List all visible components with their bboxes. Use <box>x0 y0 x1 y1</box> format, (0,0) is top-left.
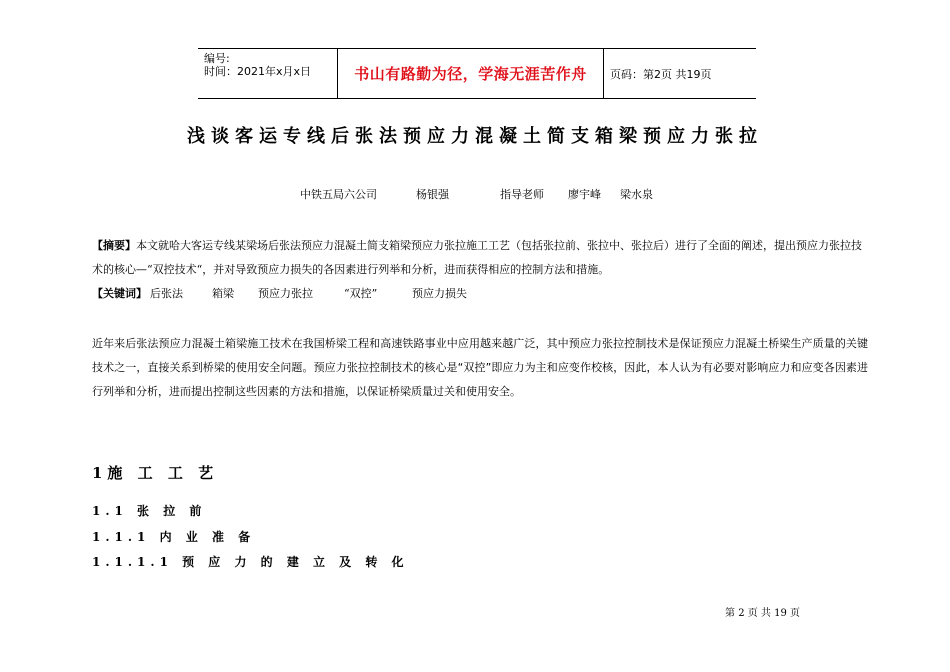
section-heading-1-1-1: 1.1.1 内 业 准 备 <box>92 530 256 544</box>
header-left-cell <box>198 49 338 98</box>
section-heading-1-1: 1.1 张 拉 前 <box>92 504 207 518</box>
section-heading-1: 1施 工 工 艺 <box>92 464 219 482</box>
keywords-label: 【关键词】 <box>92 287 147 300</box>
keyword-item: 后张法 <box>150 287 183 300</box>
author-name: 杨银强 <box>416 188 449 201</box>
abstract-label: 【摘要】 <box>92 239 136 252</box>
header-slogan: 书山有路勤为径，学海无涯苦作舟 <box>338 49 604 98</box>
keyword-item: 箱梁 <box>212 287 234 300</box>
time-label: 时间：2021年x月x日 <box>204 65 312 78</box>
keywords-row <box>92 282 862 302</box>
advisor-name-2: 梁水泉 <box>620 188 653 201</box>
abstract-text: 本文就哈大客运专线某梁场后张法预应力混凝土简支箱梁预应力张拉施工工艺（包括张拉前、张拉中、张拉后）进行了全面的阐述，提出预应力张拉技术的核心—“双控技术“，并对导致预应力损失的各因素进行列举和分析，进而获得相应的控制方法和措施。 <box>92 239 862 276</box>
author-company: 中铁五局六公司 <box>300 188 377 201</box>
keyword-item: “双控” <box>344 287 378 300</box>
body-paragraph: 近年来后张法预应力混凝土箱梁施工技术在我国桥梁工程和高速铁路事业中应用越来越广泛，其中预应力张拉控制技术是保证预应力混凝土桥梁生产质量的关键技术之一，直接关系到桥梁的使用安全问题。预应力张拉控制技术的核心是“双控”即应力为主和应变作校核，因此，本人认为有必要对影响应力和应变各因素进行列举和分析，进而提出控制这些因素的方法和措施，以保证桥梁质量过关和使用安全。 <box>92 337 868 398</box>
number-label: 编号: <box>204 52 230 65</box>
section-heading-1-1-1-1: 1.1.1.1 预 应 力 的 建 立 及 转 化 <box>92 555 409 569</box>
header-table <box>198 48 756 99</box>
abstract-paragraph <box>92 234 862 282</box>
header-page-info: 页码：第2页 共19页 <box>610 67 712 81</box>
keyword-item: 预应力张拉 <box>258 287 313 300</box>
abstract-block <box>92 234 862 302</box>
page-footer: 第 2 页 共 19 页 <box>725 608 800 619</box>
keyword-item: 预应力损失 <box>412 287 467 300</box>
advisor-label: 指导老师 <box>500 188 544 201</box>
document-title: 浅谈客运专线后张法预应力混凝土简支箱梁预应力张拉 <box>187 126 763 147</box>
advisor-name-1: 廖宇峰 <box>568 188 601 201</box>
